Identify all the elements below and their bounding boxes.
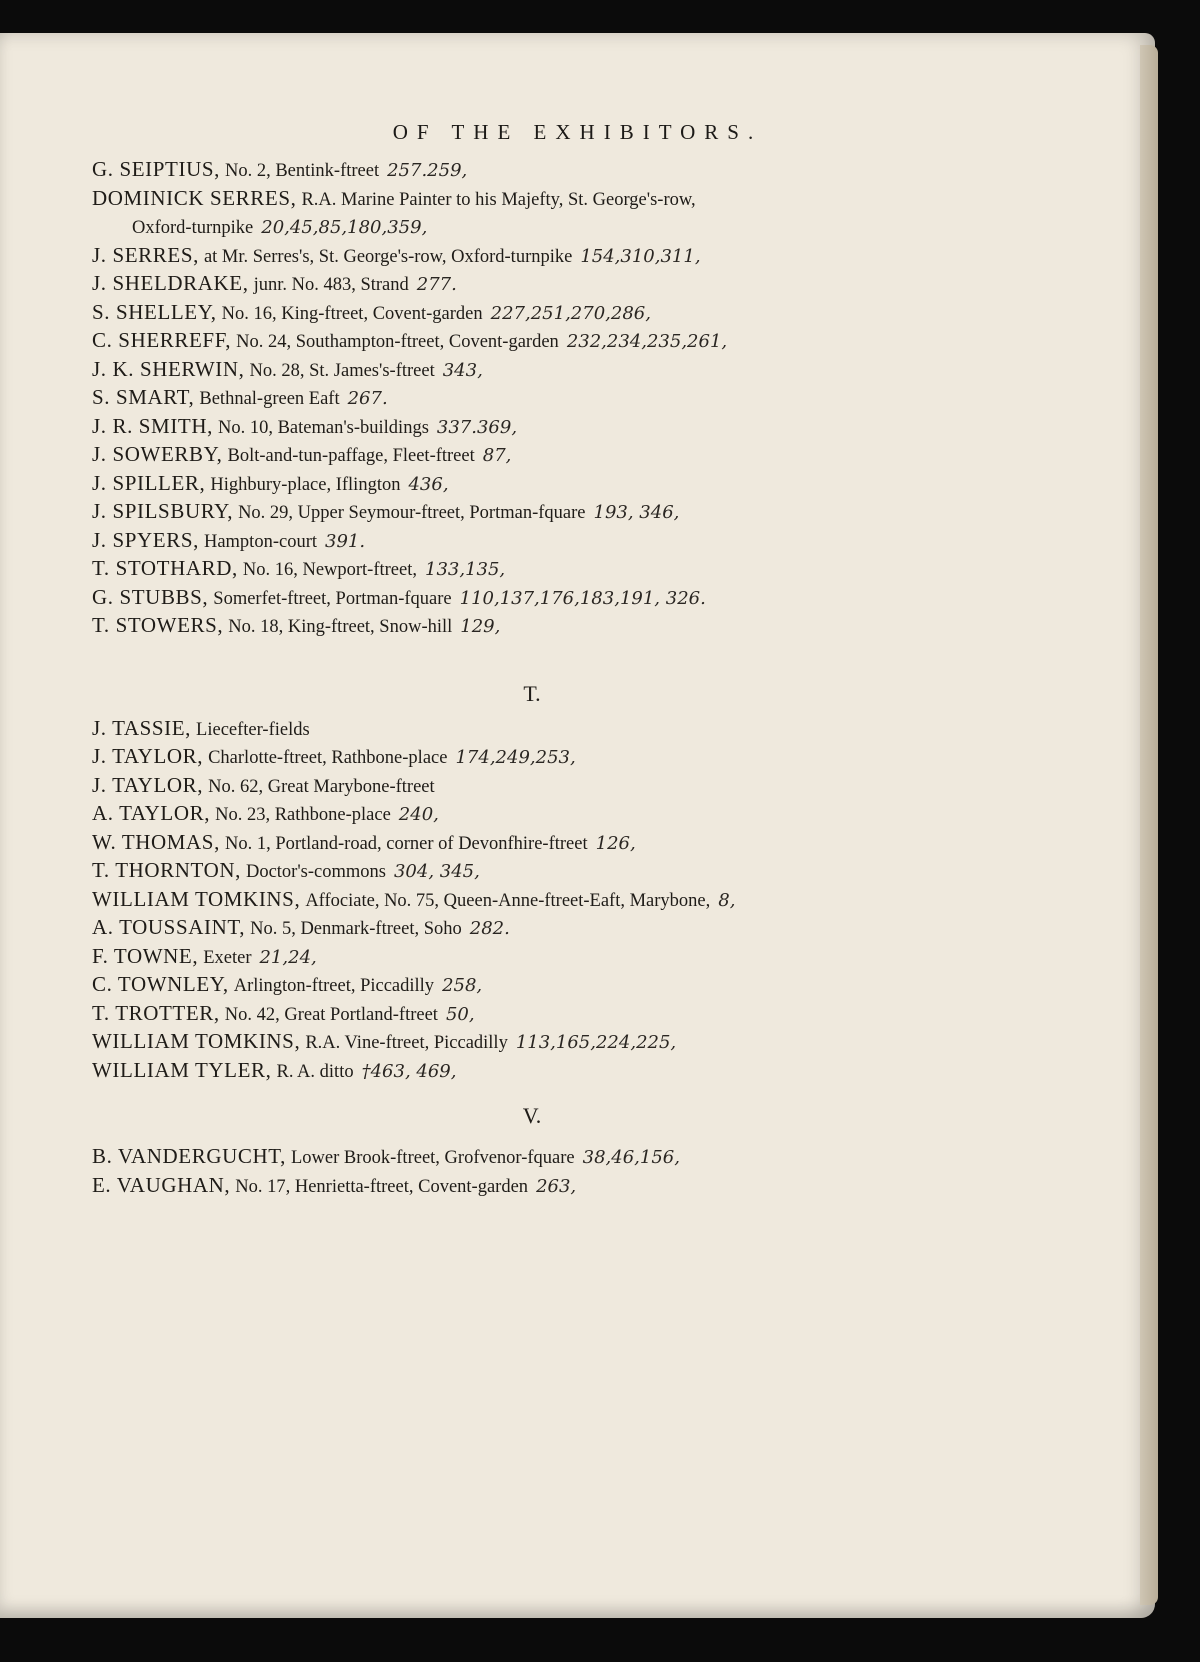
catalogue-numbers: 337.369, — [436, 416, 518, 438]
exhibitor-address: at Mr. Serres's, St. George's-row, Oxford-turnpike — [203, 246, 573, 267]
exhibitor-address: No. 24, Southampton-ftreet, Covent-garden — [236, 332, 559, 352]
catalogue-numbers: 277. — [416, 274, 457, 295]
exhibitor-name: WILLIAM TOMKINS, — [92, 886, 301, 911]
exhibitor-address: Oxford-turnpike — [132, 218, 254, 238]
exhibitor-address: No. 10, Bateman's-buildings — [217, 417, 429, 438]
exhibitor-address: No. 28, St. James's-ftreet — [249, 360, 435, 381]
exhibitor-address: Charlotte-ftreet, Rathbone-place — [208, 748, 448, 768]
exhibitor-name: W. THOMAS, — [92, 829, 220, 854]
exhibitor-name: T. TROTTER, — [92, 1000, 220, 1025]
exhibitor-list — [92, 156, 1092, 1200]
exhibitor-entry — [92, 800, 1092, 829]
page-edge — [1140, 45, 1158, 1605]
exhibitor-name: J. R. SMITH, — [92, 413, 213, 438]
exhibitor-entry — [92, 829, 1092, 858]
catalogue-numbers: 227,251,270,286, — [490, 302, 651, 324]
running-head: OF THE EXHIBITORS. — [392, 120, 763, 144]
catalogue-numbers: 20,45,85,180,359, — [261, 217, 428, 238]
exhibitor-name: J. SPILSBURY, — [92, 499, 234, 523]
exhibitor-entry — [92, 1000, 1092, 1029]
exhibitor-address: No. 2, Bentink-ftreet — [224, 161, 380, 181]
exhibitor-name: J. TAYLOR, — [92, 744, 204, 768]
exhibitor-entry — [92, 213, 1092, 242]
catalogue-numbers: 87, — [482, 445, 512, 466]
exhibitor-entry — [92, 743, 1092, 772]
catalogue-numbers: 129, — [460, 616, 501, 637]
exhibitor-entry — [92, 1143, 1092, 1172]
section-heading-v: V. — [522, 1103, 542, 1128]
exhibitor-name: J. SOWERBY, — [92, 442, 223, 466]
section-v-entries — [92, 1143, 1092, 1200]
exhibitor-address: No. 17, Henrietta-ftreet, Covent-garden — [235, 1176, 529, 1197]
exhibitor-name: S. SMART, — [92, 385, 195, 409]
exhibitor-address: Somerfet-ftreet, Portman-fquare — [213, 588, 452, 609]
exhibitor-address: junr. No. 483, Strand — [253, 275, 409, 295]
exhibitor-address: R. A. ditto — [276, 1061, 354, 1082]
exhibitor-address: No. 1, Portland-road, corner of Devonfhire-ftreet — [224, 833, 588, 854]
catalogue-numbers: 113,165,224,225, — [515, 1032, 677, 1053]
section-heading-t: T. — [523, 680, 541, 706]
exhibitor-name: T. STOWERS, — [92, 613, 224, 637]
exhibitor-name: S. SHELLEY, — [92, 299, 217, 324]
exhibitor-name: C. TOWNLEY, — [92, 972, 229, 996]
catalogue-numbers: 232,234,235,261, — [566, 331, 728, 352]
exhibitor-address: Bethnal-green Eaft — [199, 389, 340, 409]
exhibitor-name: WILLIAM TYLER, — [92, 1057, 272, 1082]
exhibitor-entry — [92, 886, 1092, 915]
catalogue-numbers: 50, — [445, 1003, 475, 1025]
catalogue-numbers: 257.259, — [387, 160, 468, 181]
exhibitor-address: Exeter — [203, 947, 252, 968]
exhibitor-name: J. K. SHERWIN, — [92, 356, 245, 381]
exhibitor-entry — [92, 185, 1092, 214]
exhibitor-name: J. SHELDRAKE, — [92, 271, 249, 295]
exhibitor-name: T. STOTHARD, — [92, 556, 238, 580]
section-s-entries — [92, 156, 1092, 641]
exhibitor-name: J. TASSIE, — [92, 715, 192, 740]
exhibitor-address: Arlington-ftreet, Piccadilly — [233, 976, 435, 996]
catalogue-numbers: 267. — [347, 388, 388, 409]
exhibitor-entry — [92, 1172, 1092, 1201]
catalogue-numbers: 154,310,311, — [580, 245, 701, 267]
exhibitor-entry — [92, 356, 1092, 385]
exhibitor-name: J. TAYLOR, — [92, 772, 204, 797]
exhibitor-entry — [92, 1028, 1092, 1057]
exhibitor-entry — [92, 270, 1092, 299]
exhibitor-entry — [92, 857, 1092, 886]
catalogue-numbers: 240, — [398, 804, 439, 825]
exhibitor-entry — [92, 327, 1092, 356]
catalogue-numbers: 174,249,253, — [455, 747, 576, 768]
exhibitor-entry — [92, 715, 1092, 744]
exhibitor-entry — [92, 441, 1092, 470]
catalogue-numbers: 133,135, — [425, 559, 506, 580]
exhibitor-entry — [92, 242, 1092, 271]
exhibitor-address: Liecefter-fields — [196, 719, 310, 740]
exhibitor-entry — [92, 299, 1092, 328]
exhibitor-name: F. TOWNE, — [92, 943, 199, 968]
exhibitor-entry — [92, 413, 1092, 442]
catalogue-numbers: 8, — [718, 889, 736, 911]
exhibitor-address: R.A. Vine-ftreet, Piccadilly — [305, 1033, 508, 1053]
exhibitor-entry — [92, 555, 1092, 584]
exhibitor-address: Doctor's-commons — [245, 862, 386, 882]
catalogue-numbers: 126, — [595, 832, 636, 854]
exhibitor-address: No. 42, Great Portland-ftreet — [224, 1004, 438, 1025]
catalogue-numbers: 110,137,176,183,191, 326. — [459, 587, 706, 609]
catalogue-numbers: 343, — [442, 359, 483, 381]
exhibitor-address: Highbury-place, Iflington — [210, 474, 401, 495]
exhibitor-name: B. VANDERGUCHT, — [92, 1144, 286, 1168]
exhibitor-address: Lower Brook-ftreet, Grofvenor-fquare — [290, 1148, 575, 1168]
catalogue-numbers: 391. — [325, 530, 366, 552]
exhibitor-name: WILLIAM TOMKINS, — [92, 1029, 301, 1053]
exhibitor-address: No. 23, Rathbone-place — [215, 805, 391, 825]
exhibitor-address: Hampton-court — [203, 531, 317, 552]
exhibitor-name: J. SPYERS, — [92, 527, 199, 552]
catalogue-numbers: 436, — [408, 473, 449, 495]
exhibitor-name: G. SEIPTIUS, — [92, 157, 220, 181]
exhibitor-entry — [92, 612, 1092, 641]
exhibitor-entry — [92, 527, 1092, 556]
exhibitor-entry — [92, 943, 1092, 972]
exhibitor-address: R.A. Marine Painter to his Majefty, St. George's-row, — [301, 189, 696, 210]
section-t-entries — [92, 715, 1092, 1086]
catalogue-numbers: 38,46,156, — [582, 1147, 680, 1168]
exhibitor-address: No. 16, Newport-ftreet, — [242, 560, 417, 580]
exhibitor-address: No. 16, King-ftreet, Covent-garden — [221, 303, 483, 324]
exhibitor-entry — [92, 772, 1092, 801]
exhibitor-entry — [92, 584, 1092, 613]
exhibitor-entry — [92, 914, 1092, 943]
exhibitor-name: G. STUBBS, — [92, 584, 209, 609]
exhibitor-address: No. 5, Denmark-ftreet, Soho — [250, 919, 462, 939]
exhibitor-name: A. TOUSSAINT, — [92, 915, 246, 939]
exhibitor-entry — [92, 971, 1092, 1000]
exhibitor-name: J. SPILLER, — [92, 470, 206, 495]
exhibitor-entry — [92, 498, 1092, 527]
exhibitor-name: A. TAYLOR, — [92, 801, 211, 825]
exhibitor-name: C. SHERREFF, — [92, 328, 232, 352]
exhibitor-entry — [92, 156, 1092, 185]
exhibitor-address: Bolt-and-tun-paffage, Fleet-ftreet — [227, 446, 475, 466]
catalogue-numbers: 258, — [442, 975, 483, 996]
catalogue-numbers: 21,24, — [259, 946, 317, 968]
catalogue-numbers: †463, 469, — [361, 1060, 457, 1082]
catalogue-numbers: 193, 346, — [593, 502, 680, 523]
exhibitor-address: No. 62, Great Marybone-ftreet — [208, 776, 435, 797]
exhibitor-name: DOMINICK SERRES, — [92, 185, 297, 210]
exhibitor-entry — [92, 470, 1092, 499]
exhibitor-entry — [92, 384, 1092, 413]
catalogue-numbers: 304, 345, — [393, 861, 480, 882]
exhibitor-address: Affociate, No. 75, Queen-Anne-ftreet-Eaft, Marybone, — [305, 890, 711, 911]
catalogue-numbers: 263, — [536, 1175, 577, 1197]
catalogue-numbers: 282. — [469, 918, 510, 939]
exhibitor-address: No. 29, Upper Seymour-ftreet, Portman-fquare — [238, 503, 586, 523]
exhibitor-name: E. VAUGHAN, — [92, 1172, 231, 1197]
exhibitor-name: T. THORNTON, — [92, 858, 241, 882]
exhibitor-entry — [92, 1057, 1092, 1086]
exhibitor-address: No. 18, King-ftreet, Snow-hill — [228, 617, 453, 637]
exhibitor-name: J. SERRES, — [92, 242, 199, 267]
